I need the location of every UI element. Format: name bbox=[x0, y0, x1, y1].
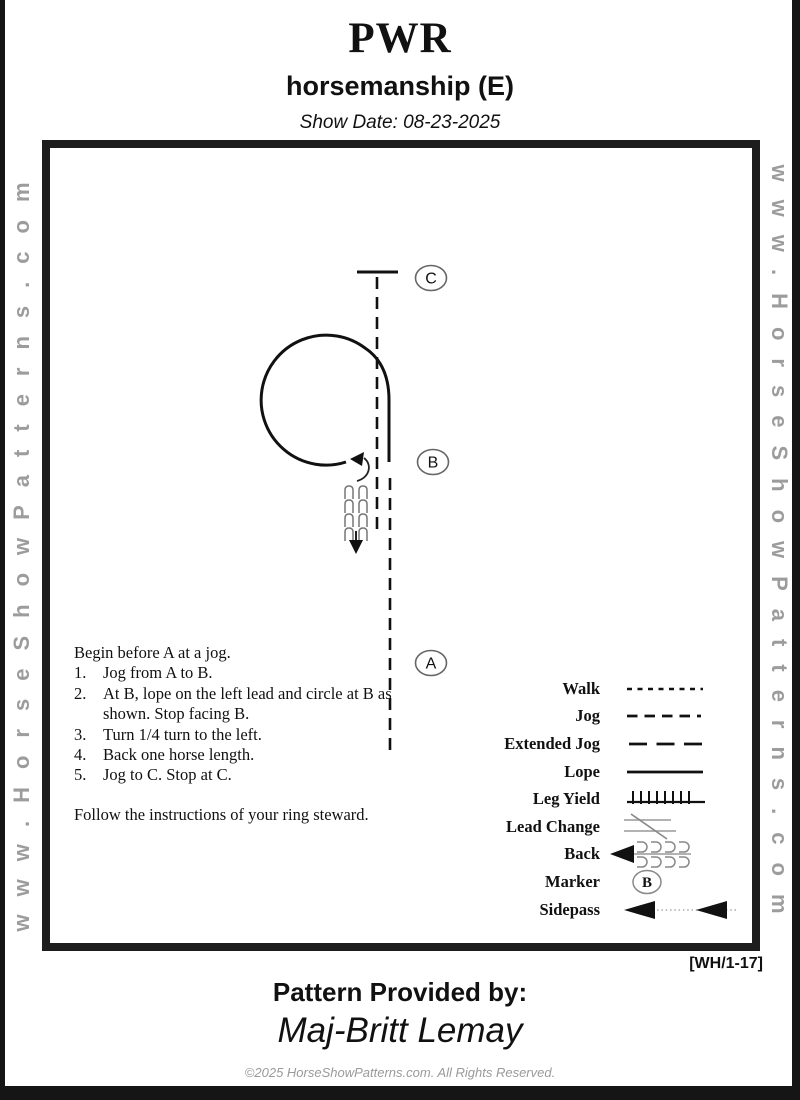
step-number: 4. bbox=[74, 745, 87, 765]
back-arrowhead bbox=[349, 540, 363, 554]
legend-row-lope bbox=[468, 758, 749, 786]
scan-edge-left bbox=[0, 0, 5, 1088]
legend-label: Marker bbox=[545, 871, 600, 891]
jog-dashed-line-icon bbox=[609, 703, 749, 729]
leg-yield-ticked-line-icon bbox=[609, 786, 749, 812]
instructions-footer: Follow the instructions of your ring steward. bbox=[74, 804, 369, 824]
marker-b-label: B bbox=[427, 454, 439, 472]
legend-label: Walk bbox=[562, 678, 600, 698]
marker-c-label: C bbox=[425, 270, 437, 288]
page-title: PWR bbox=[348, 15, 452, 62]
step-text: Jog from A to B. bbox=[103, 663, 213, 683]
legend-label: Lope bbox=[564, 761, 600, 781]
step-text: Back one horse length. bbox=[103, 745, 255, 765]
watermark-left: www.HorseShowPatterns.com bbox=[9, 164, 34, 932]
legend-label: Back bbox=[564, 844, 600, 864]
back-hoofprints-arrow-icon bbox=[609, 841, 749, 867]
legend-row-leg-yield bbox=[468, 785, 749, 813]
legend-row-jog bbox=[468, 703, 749, 731]
marker-a-label: A bbox=[425, 655, 437, 673]
provided-by-label: Pattern Provided by: bbox=[272, 977, 528, 1007]
scan-edge-right bbox=[792, 0, 800, 1100]
marker-b bbox=[418, 450, 449, 475]
lope-circle-path bbox=[261, 335, 389, 465]
legend-label: Jog bbox=[575, 706, 600, 726]
step-text: Turn 1/4 turn to the left. bbox=[103, 724, 262, 744]
marker-a bbox=[416, 651, 447, 676]
legend-row-walk bbox=[468, 675, 749, 703]
instruction-step bbox=[74, 745, 396, 765]
marker-circle-icon bbox=[609, 869, 749, 895]
scan-edge-bottom bbox=[0, 1086, 800, 1100]
class-subtitle: horsemanship (E) bbox=[285, 71, 515, 101]
legend-label: Lead Change bbox=[506, 816, 600, 836]
step-number: 3. bbox=[74, 724, 87, 744]
legend-label: Leg Yield bbox=[532, 789, 600, 809]
show-date: Show Date: 08-23-2025 bbox=[299, 112, 501, 133]
instructions bbox=[74, 643, 396, 825]
provider-name: Maj-Britt Lemay bbox=[277, 1011, 523, 1050]
sidepass-dotted-arrows-icon bbox=[609, 897, 749, 923]
legend bbox=[468, 675, 749, 923]
walk-dashed-line-icon bbox=[609, 676, 749, 702]
instruction-step bbox=[74, 725, 396, 745]
legend-label: Sidepass bbox=[539, 899, 600, 919]
legend-row-marker bbox=[468, 868, 749, 896]
quarter-turn-arrowhead bbox=[350, 452, 364, 466]
marker-c bbox=[416, 266, 447, 291]
instruction-step bbox=[74, 663, 396, 683]
legend-marker-letter: B bbox=[641, 874, 653, 891]
instructions-intro: Begin before A at a jog. bbox=[74, 643, 231, 662]
legend-label: Extended Jog bbox=[504, 733, 600, 753]
watermark-right: www.HorseShowPatterns.com bbox=[767, 164, 792, 932]
legend-row-sidepass bbox=[468, 896, 749, 924]
instruction-step bbox=[74, 765, 396, 785]
copyright-line: ©2025 HorseShowPatterns.com. All Rights Reserved. bbox=[244, 1065, 556, 1080]
extended-jog-dashed-line-icon bbox=[609, 731, 749, 757]
legend-row-extended-jog bbox=[468, 730, 749, 758]
instruction-step bbox=[74, 684, 396, 725]
step-number: 1. bbox=[74, 663, 87, 683]
legend-row-lead-change bbox=[468, 813, 749, 841]
pattern-reference-code: [WH/1-17] bbox=[689, 955, 763, 972]
legend-row-back bbox=[468, 841, 749, 869]
lead-change-crossed-lines-icon bbox=[609, 814, 749, 840]
lope-solid-line-icon bbox=[609, 759, 749, 785]
step-text: At B, lope on the left lead and circle at B as shown. Stop facing B. bbox=[103, 683, 392, 724]
step-number: 5. bbox=[74, 765, 87, 785]
step-text: Jog to C. Stop at C. bbox=[103, 765, 232, 785]
step-number: 2. bbox=[74, 683, 87, 703]
